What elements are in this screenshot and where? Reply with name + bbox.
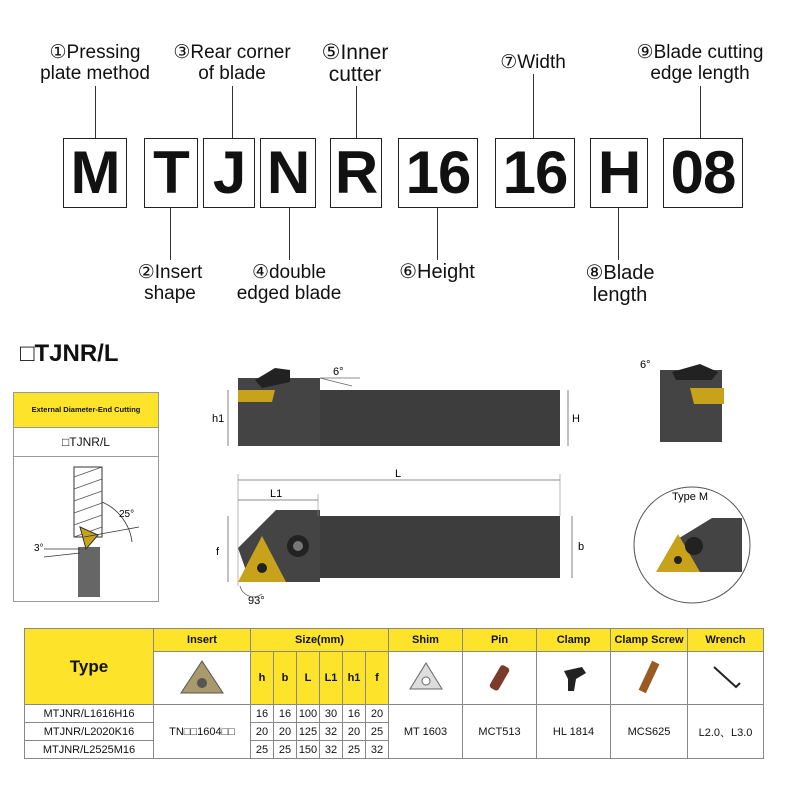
angle-93: 93° [248,595,265,607]
end-view-clamp [672,364,718,380]
size-cell: 100 [297,705,320,723]
size-cell: 32 [366,741,389,759]
label-edge-length [625,42,775,84]
clamp-header: Clamp [537,629,611,652]
leader-line [437,208,438,260]
insert-hole [257,563,267,573]
head-side [238,378,320,446]
size-col: h1 [343,652,366,705]
size-col: L [297,652,320,705]
insert-side [238,390,275,402]
label-height [382,262,492,283]
wrench-image-cell [688,652,764,705]
end-view-insert [690,388,724,404]
pin-header: Pin [463,629,537,652]
size-col: L1 [320,652,343,705]
shim-header: Shim [389,629,463,652]
label-double-edged [222,262,356,304]
angle-3: 3° [34,543,44,554]
size-cell: 32 [320,741,343,759]
label-line: cutter [328,63,382,86]
leader-line [289,208,290,260]
size-col: h [251,652,274,705]
clamp-screw-icon [629,657,669,697]
screw-hole [293,541,303,551]
label-line: ⑨Blade cutting [636,42,764,63]
label-line: plate method [40,63,150,84]
type-m-label: Type M [672,491,709,503]
dim-h1: h1 [212,413,225,425]
label-line: ④double [251,262,327,283]
type-cell: MTJNR/L2020K16 [25,723,154,741]
size-cell: 20 [343,723,366,741]
code-box-M: M [63,138,127,208]
code-box-H: H [590,138,648,208]
dim-b: b [578,541,585,553]
pin-image-cell [463,652,537,705]
label-line: shape [144,283,196,304]
insert-icon [177,657,227,697]
wrench-header: Wrench [688,629,764,652]
end-view-body [660,370,722,442]
size-header: Size(mm) [251,629,389,652]
dim-f: f [216,546,220,558]
code-box-height: 16 [398,138,478,208]
insert-image-cell [154,652,251,705]
size-cell: 150 [297,741,320,759]
size-cell: 25 [274,741,297,759]
pin-value: MCT513 [463,705,537,759]
size-cell: 25 [366,723,389,741]
table-row [25,705,764,723]
angle-6-end: 6° [640,359,651,371]
label-line: ③Rear corner [173,42,291,63]
label-line: edged blade [236,283,342,304]
section-title: □TJNR/L [20,340,119,367]
side-panel-model: □TJNR/L [14,428,158,457]
label-line: ⑦Width [500,52,566,73]
size-cell: 125 [297,723,320,741]
label-line: ①Pressing [49,42,141,63]
clamp-screw-header: Clamp Screw [611,629,688,652]
angle-25: 25° [119,509,135,520]
type-m-pin [674,556,682,564]
size-cell: 20 [274,723,297,741]
size-cell: 25 [251,741,274,759]
shim-image-cell [389,652,463,705]
leader-line [95,86,96,138]
wrench-icon [706,657,746,697]
shank-top [320,516,560,578]
label-insert-shape [120,262,220,304]
label-blade-length [570,262,670,306]
code-box-08: 08 [663,138,743,208]
size-cell: 16 [274,705,297,723]
clamp-screw-image-cell [611,652,688,705]
label-line: ②Insert [137,262,203,283]
dim-H: H [572,413,580,425]
leader-line [533,74,534,138]
type-cell: MTJNR/L1616H16 [25,705,154,723]
leader-line [618,208,619,260]
label-line: of blade [198,63,266,84]
dim-L: L [395,468,402,480]
type-header: Type [25,629,154,705]
leader-line [700,86,701,138]
wrench-value: L2.0、L3.0 [688,705,764,759]
insert-code: TN□□1604□□ [154,705,251,759]
angle-6-side: 6° [333,366,344,378]
spec-table [24,628,764,759]
size-cell: 25 [343,741,366,759]
clamp-image-cell [537,652,611,705]
size-cell: 30 [320,705,343,723]
code-box-N: N [260,138,316,208]
code-box-J: J [203,138,255,208]
label-rear-corner [166,42,298,84]
insert-header: Insert [154,629,251,652]
type-m-clamp [685,537,703,555]
code-box-R: R [330,138,382,208]
size-cell: 20 [366,705,389,723]
size-cell: 20 [251,723,274,741]
leader-line [232,86,233,138]
label-line: ⑧Blade [585,262,655,284]
shim-icon [406,657,446,697]
leader-line [356,86,357,138]
size-col: f [366,652,389,705]
label-pressing-plate [30,42,160,84]
label-line: edge length [650,63,750,84]
label-inner-cutter [312,42,398,86]
side-panel-heading: External Diameter-End Cutting [14,393,158,428]
code-box-width: 16 [495,138,575,208]
size-cell: 32 [320,723,343,741]
shim-value: MT 1603 [389,705,463,759]
size-cell: 16 [343,705,366,723]
tool-drawings [0,350,800,615]
code-box-T: T [144,138,198,208]
label-line: ⑤Inner [321,41,389,64]
label-line: ⑥Height [399,261,475,283]
clamp-value: HL 1814 [537,705,611,759]
dim-L1: L1 [270,488,283,500]
label-line: length [592,284,648,306]
size-cell: 16 [251,705,274,723]
label-width [488,52,578,73]
clamp-screw-value: MCS625 [611,705,688,759]
leader-line [170,208,171,260]
clamp-icon [554,657,594,697]
size-col: b [274,652,297,705]
type-cell: MTJNR/L2525M16 [25,741,154,759]
pin-icon [480,657,520,697]
